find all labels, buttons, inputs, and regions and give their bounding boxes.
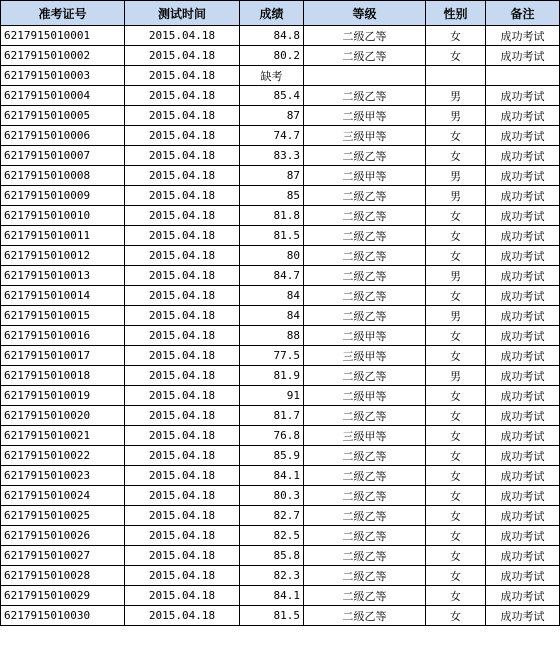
cell-score: 82.7: [240, 506, 304, 526]
cell-gender: 男: [426, 306, 486, 326]
cell-grade: 二级乙等: [304, 286, 426, 306]
cell-test-date: 2015.04.18: [125, 26, 240, 46]
cell-grade: 二级乙等: [304, 366, 426, 386]
cell-score: 87: [240, 106, 304, 126]
cell-score: 84: [240, 286, 304, 306]
cell-remark: 成功考试: [486, 586, 560, 606]
cell-score: 76.8: [240, 426, 304, 446]
cell-exam-id: 6217915010021: [1, 426, 125, 446]
cell-score: 81.7: [240, 406, 304, 426]
table-row: [1, 46, 560, 66]
cell-gender: 女: [426, 246, 486, 266]
cell-test-date: 2015.04.18: [125, 466, 240, 486]
cell-test-date: 2015.04.18: [125, 106, 240, 126]
cell-test-date: 2015.04.18: [125, 286, 240, 306]
cell-grade: 二级乙等: [304, 586, 426, 606]
cell-remark: 成功考试: [486, 246, 560, 266]
cell-score: 84.7: [240, 266, 304, 286]
cell-remark: 成功考试: [486, 366, 560, 386]
table-row: [1, 406, 560, 426]
cell-grade: 二级甲等: [304, 106, 426, 126]
table-row: [1, 526, 560, 546]
cell-score: 83.3: [240, 146, 304, 166]
cell-remark: 成功考试: [486, 206, 560, 226]
cell-score: 84.1: [240, 586, 304, 606]
header-exam-id: 准考证号: [1, 1, 125, 26]
cell-remark: 成功考试: [486, 346, 560, 366]
cell-remark: 成功考试: [486, 506, 560, 526]
cell-test-date: 2015.04.18: [125, 66, 240, 86]
cell-score: 81.5: [240, 226, 304, 246]
cell-score: 74.7: [240, 126, 304, 146]
cell-score: 81.8: [240, 206, 304, 226]
cell-score: 81.9: [240, 366, 304, 386]
cell-test-date: 2015.04.18: [125, 346, 240, 366]
table-row: [1, 366, 560, 386]
table-row: [1, 506, 560, 526]
cell-remark: 成功考试: [486, 226, 560, 246]
cell-score: 85: [240, 186, 304, 206]
cell-grade: 二级甲等: [304, 166, 426, 186]
cell-exam-id: 6217915010007: [1, 146, 125, 166]
cell-exam-id: 6217915010001: [1, 26, 125, 46]
cell-test-date: 2015.04.18: [125, 526, 240, 546]
cell-test-date: 2015.04.18: [125, 506, 240, 526]
cell-remark: 成功考试: [486, 446, 560, 466]
cell-exam-id: 6217915010027: [1, 546, 125, 566]
cell-remark: 成功考试: [486, 86, 560, 106]
cell-score: 84: [240, 306, 304, 326]
table-body: [1, 26, 560, 626]
table-row: [1, 546, 560, 566]
cell-exam-id: 6217915010023: [1, 466, 125, 486]
table-row: [1, 486, 560, 506]
cell-exam-id: 6217915010020: [1, 406, 125, 426]
cell-grade: 二级乙等: [304, 186, 426, 206]
cell-score: 81.5: [240, 606, 304, 626]
table-row: [1, 106, 560, 126]
cell-exam-id: 6217915010010: [1, 206, 125, 226]
cell-grade: 三级甲等: [304, 426, 426, 446]
cell-exam-id: 6217915010019: [1, 386, 125, 406]
cell-grade: 二级乙等: [304, 506, 426, 526]
cell-score: 84.1: [240, 466, 304, 486]
cell-test-date: 2015.04.18: [125, 186, 240, 206]
cell-exam-id: 6217915010005: [1, 106, 125, 126]
cell-test-date: 2015.04.18: [125, 606, 240, 626]
cell-exam-id: 6217915010028: [1, 566, 125, 586]
cell-gender: 女: [426, 486, 486, 506]
cell-gender: 女: [426, 526, 486, 546]
cell-gender: 女: [426, 566, 486, 586]
table-row: [1, 466, 560, 486]
cell-test-date: 2015.04.18: [125, 226, 240, 246]
cell-exam-id: 6217915010014: [1, 286, 125, 306]
cell-remark: 成功考试: [486, 386, 560, 406]
cell-test-date: 2015.04.18: [125, 426, 240, 446]
cell-remark: 成功考试: [486, 486, 560, 506]
cell-test-date: 2015.04.18: [125, 566, 240, 586]
cell-test-date: 2015.04.18: [125, 306, 240, 326]
table-row: [1, 226, 560, 246]
cell-grade: 二级乙等: [304, 26, 426, 46]
cell-remark: 成功考试: [486, 46, 560, 66]
cell-score: 77.5: [240, 346, 304, 366]
cell-grade: 二级乙等: [304, 566, 426, 586]
cell-grade: 二级乙等: [304, 86, 426, 106]
cell-remark: 成功考试: [486, 106, 560, 126]
table-row: [1, 306, 560, 326]
cell-score: 88: [240, 326, 304, 346]
cell-test-date: 2015.04.18: [125, 406, 240, 426]
cell-score: 87: [240, 166, 304, 186]
cell-test-date: 2015.04.18: [125, 586, 240, 606]
table-row: [1, 126, 560, 146]
cell-remark: 成功考试: [486, 266, 560, 286]
cell-gender: 女: [426, 406, 486, 426]
cell-exam-id: 6217915010008: [1, 166, 125, 186]
cell-grade: 二级乙等: [304, 606, 426, 626]
cell-gender: 女: [426, 606, 486, 626]
cell-score: 82.5: [240, 526, 304, 546]
cell-grade: 三级甲等: [304, 126, 426, 146]
cell-remark: 成功考试: [486, 306, 560, 326]
cell-score: 85.4: [240, 86, 304, 106]
table-row: [1, 246, 560, 266]
header-grade: 等级: [304, 1, 426, 26]
cell-exam-id: 6217915010029: [1, 586, 125, 606]
cell-gender: 女: [426, 326, 486, 346]
cell-exam-id: 6217915010012: [1, 246, 125, 266]
header-remark: 备注: [486, 1, 560, 26]
cell-gender: 男: [426, 266, 486, 286]
cell-gender: 女: [426, 26, 486, 46]
cell-grade: 二级乙等: [304, 526, 426, 546]
cell-score: 91: [240, 386, 304, 406]
cell-test-date: 2015.04.18: [125, 146, 240, 166]
cell-grade: 二级乙等: [304, 206, 426, 226]
table-row: [1, 86, 560, 106]
cell-exam-id: 6217915010017: [1, 346, 125, 366]
cell-exam-id: 6217915010030: [1, 606, 125, 626]
cell-exam-id: 6217915010018: [1, 366, 125, 386]
cell-remark: 成功考试: [486, 426, 560, 446]
cell-test-date: 2015.04.18: [125, 166, 240, 186]
header-row: [1, 1, 560, 26]
cell-test-date: 2015.04.18: [125, 446, 240, 466]
cell-test-date: 2015.04.18: [125, 386, 240, 406]
cell-exam-id: 6217915010009: [1, 186, 125, 206]
cell-gender: [426, 66, 486, 86]
cell-remark: 成功考试: [486, 126, 560, 146]
table-row: [1, 606, 560, 626]
table-row: [1, 266, 560, 286]
cell-exam-id: 6217915010025: [1, 506, 125, 526]
table-row: [1, 166, 560, 186]
cell-gender: 女: [426, 206, 486, 226]
table-row: [1, 326, 560, 346]
cell-test-date: 2015.04.18: [125, 126, 240, 146]
cell-score: 85.8: [240, 546, 304, 566]
cell-score: 84.8: [240, 26, 304, 46]
cell-exam-id: 6217915010003: [1, 66, 125, 86]
table-row: [1, 386, 560, 406]
table-row: [1, 186, 560, 206]
cell-remark: [486, 66, 560, 86]
header-score: 成绩: [240, 1, 304, 26]
table-row: [1, 346, 560, 366]
header-test-date: 测试时间: [125, 1, 240, 26]
cell-test-date: 2015.04.18: [125, 326, 240, 346]
cell-gender: 女: [426, 226, 486, 246]
cell-score: 缺考: [240, 66, 304, 86]
cell-grade: 二级乙等: [304, 466, 426, 486]
cell-gender: 女: [426, 386, 486, 406]
cell-test-date: 2015.04.18: [125, 46, 240, 66]
cell-gender: 女: [426, 146, 486, 166]
cell-remark: 成功考试: [486, 286, 560, 306]
cell-gender: 女: [426, 426, 486, 446]
cell-remark: 成功考试: [486, 186, 560, 206]
cell-exam-id: 6217915010011: [1, 226, 125, 246]
cell-exam-id: 6217915010006: [1, 126, 125, 146]
cell-grade: 二级乙等: [304, 306, 426, 326]
cell-gender: 男: [426, 166, 486, 186]
cell-test-date: 2015.04.18: [125, 206, 240, 226]
cell-gender: 女: [426, 446, 486, 466]
cell-grade: 二级乙等: [304, 226, 426, 246]
cell-remark: 成功考试: [486, 606, 560, 626]
cell-grade: [304, 66, 426, 86]
cell-test-date: 2015.04.18: [125, 546, 240, 566]
cell-score: 80.3: [240, 486, 304, 506]
cell-gender: 女: [426, 286, 486, 306]
cell-score: 82.3: [240, 566, 304, 586]
cell-gender: 男: [426, 106, 486, 126]
cell-test-date: 2015.04.18: [125, 266, 240, 286]
cell-grade: 二级乙等: [304, 266, 426, 286]
cell-gender: 女: [426, 466, 486, 486]
table-row: [1, 286, 560, 306]
cell-exam-id: 6217915010026: [1, 526, 125, 546]
table-row: [1, 446, 560, 466]
table-row: [1, 206, 560, 226]
cell-test-date: 2015.04.18: [125, 246, 240, 266]
cell-gender: 女: [426, 546, 486, 566]
cell-exam-id: 6217915010013: [1, 266, 125, 286]
cell-exam-id: 6217915010016: [1, 326, 125, 346]
header-gender: 性别: [426, 1, 486, 26]
cell-exam-id: 6217915010024: [1, 486, 125, 506]
cell-grade: 二级乙等: [304, 546, 426, 566]
cell-exam-id: 6217915010015: [1, 306, 125, 326]
cell-gender: 女: [426, 46, 486, 66]
cell-exam-id: 6217915010002: [1, 46, 125, 66]
cell-grade: 二级甲等: [304, 386, 426, 406]
cell-grade: 二级乙等: [304, 246, 426, 266]
cell-remark: 成功考试: [486, 526, 560, 546]
cell-remark: 成功考试: [486, 26, 560, 46]
cell-remark: 成功考试: [486, 566, 560, 586]
cell-exam-id: 6217915010022: [1, 446, 125, 466]
cell-grade: 二级乙等: [304, 146, 426, 166]
cell-gender: 女: [426, 586, 486, 606]
cell-remark: 成功考试: [486, 466, 560, 486]
cell-remark: 成功考试: [486, 166, 560, 186]
cell-grade: 三级甲等: [304, 346, 426, 366]
cell-remark: 成功考试: [486, 546, 560, 566]
cell-test-date: 2015.04.18: [125, 366, 240, 386]
cell-gender: 男: [426, 86, 486, 106]
cell-gender: 男: [426, 186, 486, 206]
cell-gender: 女: [426, 346, 486, 366]
table-row: [1, 566, 560, 586]
cell-gender: 男: [426, 366, 486, 386]
cell-score: 80.2: [240, 46, 304, 66]
cell-grade: 二级甲等: [304, 326, 426, 346]
cell-remark: 成功考试: [486, 406, 560, 426]
table-row: [1, 66, 560, 86]
cell-remark: 成功考试: [486, 146, 560, 166]
cell-grade: 二级乙等: [304, 446, 426, 466]
cell-grade: 二级乙等: [304, 486, 426, 506]
cell-score: 85.9: [240, 446, 304, 466]
cell-gender: 女: [426, 506, 486, 526]
cell-grade: 二级乙等: [304, 406, 426, 426]
cell-gender: 女: [426, 126, 486, 146]
table-row: [1, 146, 560, 166]
table-row: [1, 426, 560, 446]
cell-remark: 成功考试: [486, 326, 560, 346]
cell-test-date: 2015.04.18: [125, 486, 240, 506]
cell-score: 80: [240, 246, 304, 266]
cell-test-date: 2015.04.18: [125, 86, 240, 106]
cell-exam-id: 6217915010004: [1, 86, 125, 106]
cell-grade: 二级乙等: [304, 46, 426, 66]
table-row: [1, 26, 560, 46]
table-row: [1, 586, 560, 606]
